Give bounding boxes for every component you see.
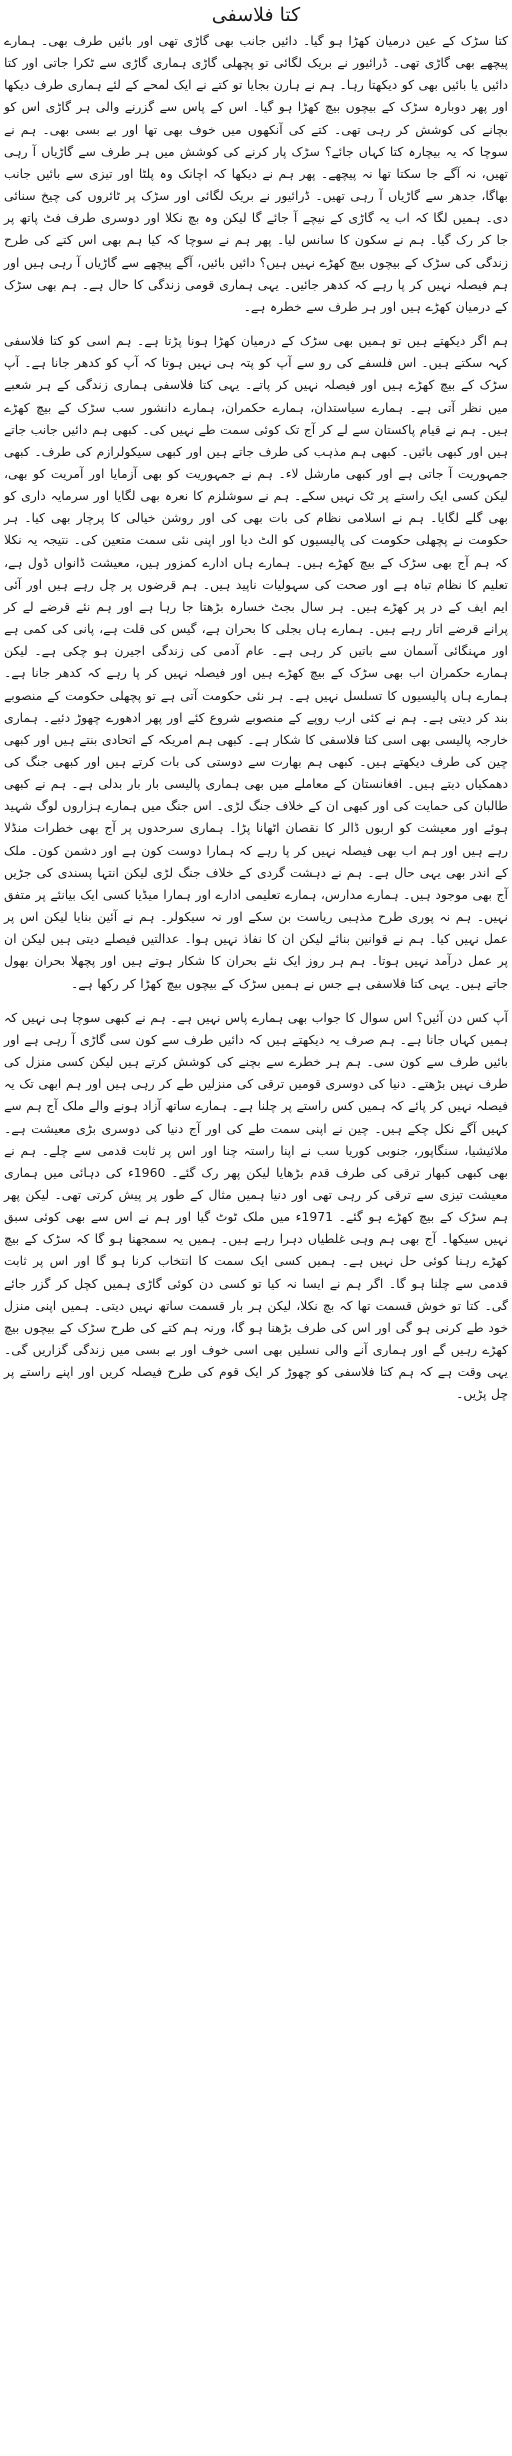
paragraph-2: ہم اگر دیکھتے ہیں تو ہمیں بھی سڑک کے درمیان کھڑا ہونا پڑتا ہے۔ ہم اسی کو کتا فلاسفی کہہ سکتے ہیں۔ اس فلسفے کی رو سے آپ کو پتہ ہی نہیں ہوتا کہ آپ کو کدھر جانا ہے۔ آپ سڑک کے بیچ کھڑے ہیں اور فیصلہ نہیں کر پاتے۔ یہی کتا فلاسفی ہماری زندگی کے ہر شعبے میں نظر آتی ہے۔ ہمارے سیاستدان، ہمارے حکمران، ہمارے دانشور سب سڑک کے بیچ کھڑے ہیں۔ ہم نے قیام پاکستان سے لے کر آج تک کوئی سمت طے نہیں کی۔ کبھی ہم دائیں جانب جاتے ہیں اور کبھی بائیں۔ کبھی ہم مذہب کی طرف جاتے ہیں اور کبھی سیکولرازم کی طرف۔ کبھی جمہوریت آ جاتی ہے اور کبھی مارشل لاء۔ ہم نے جمہوریت کو بھی آزمایا اور آمریت کو بھی، لیکن کسی ایک راستے پر ٹک نہیں سکے۔ ہم نے سوشلزم کا نعرہ بھی لگایا اور سرمایہ داری کو بھی گلے لگایا۔ ہم نے اسلامی نظام کی بات بھی کی اور روشن خیالی کا پرچار بھی کیا۔ ہر حکومت نے پچھلی حکومت کی پالیسیوں کو الٹ دیا اور اپنی نئی سمت متعین کی۔ نتیجہ یہ نکلا کہ ہم آج بھی سڑک کے بیچ کھڑے ہیں۔ ہمارے ہاں ادارے کمزور ہیں، معیشت ڈانواں ڈول ہے، تعلیم کا نظام تباہ ہے اور صحت کی سہولیات ناپید ہیں۔ ہم قرضوں پر چل رہے ہیں اور آئی ایم ایف کے در پر کھڑے ہیں۔ ہر سال بجٹ خسارہ بڑھتا جا رہا ہے اور ہم نئے قرضے لے کر پرانے قرضے اتار رہے ہیں۔ ہمارے ہاں بجلی کا بحران ہے، گیس کی قلت ہے، پانی کی کمی ہے اور مہنگائی آسمان سے باتیں کر رہی ہے۔ عام آدمی کی زندگی اجیرن ہو چکی ہے۔ لیکن ہمارے حکمران اب بھی سڑک کے بیچ کھڑے ہیں اور فیصلہ نہیں کر پا رہے کہ کدھر جانا ہے۔ ہمارے ہاں پالیسیوں کا تسلسل نہیں ہے۔ ہر نئی حکومت آتی ہے تو پچھلی حکومت کے منصوبے بند کر دیتی ہے۔ ہم نے کئی ارب روپے کے منصوبے شروع کئے اور پھر ادھورے چھوڑ دئیے۔ ہماری خارجہ پالیسی بھی اسی کتا فلاسفی کا شکار ہے۔ کبھی ہم امریکہ کے اتحادی بنتے ہیں اور کبھی چین کی طرف دیکھتے ہیں۔ کبھی ہم بھارت سے دوستی کی بات کرتے ہیں اور کبھی جنگ کی دھمکیاں دیتے ہیں۔ افغانستان کے معاملے میں بھی ہماری پالیسی بار بار بدلی ہے۔ ہم نے کبھی طالبان کی حمایت کی اور کبھی ان کے خلاف جنگ لڑی۔ اس جنگ میں ہمارے ہزاروں لوگ شہید ہوئے اور معیشت کو اربوں ڈالر کا نقصان اٹھانا پڑا۔ ہماری سرحدوں پر آج بھی خطرات منڈلا رہے ہیں اور ہم اب بھی فیصلہ نہیں کر پا رہے کہ ہمارا دوست کون ہے اور دشمن کون۔ ملک کے اندر بھی یہی حال ہے۔ ہم نے دہشت گردی کے خلاف جنگ لڑی لیکن انتہا پسندی کی جڑیں آج بھی موجود ہیں۔ ہمارے مدارس، ہمارے تعلیمی ادارے اور ہمارا میڈیا کسی ایک بیانئے پر متفق نہیں۔ ہم نہ پوری طرح مذہبی ریاست بن سکے اور نہ سیکولر۔ ہم نے آئین بنایا لیکن اس پر عمل نہیں کیا۔ ہم نے قوانین بنائے لیکن ان کا نفاذ نہیں ہوا۔ عدالتیں فیصلے دیتی ہیں لیکن ان پر عمل درآمد نہیں ہوتا۔ ہم ہر روز ایک نئے بحران کا شکار ہوتے ہیں اور پچھلا بحران بھول جاتے ہیں۔ یہی کتا فلاسفی ہے جس نے ہمیں سڑک کے بیچوں بیچ کھڑا کر رکھا ہے۔ (4, 333, 508, 991)
column-title: کتا فلاسفی (211, 4, 301, 26)
paragraph-3: آپ کس دن آئیں؟ اس سوال کا جواب بھی ہمارے پاس نہیں ہے۔ ہم نے کبھی سوچا ہی نہیں کہ ہمیں کہاں جانا ہے۔ ہم صرف یہ دیکھتے ہیں کہ دائیں طرف سے کون سی گاڑی آ رہی ہے اور بائیں طرف سے کون سی۔ ہم ہر خطرے سے بچنے کی کوشش کرتے ہیں لیکن کسی منزل کی طرف نہیں بڑھتے۔ دنیا کی دوسری قومیں ترقی کی منزلیں طے کر رہی ہیں اور ہم ابھی تک یہ فیصلہ نہیں کر پائے کہ ہمیں کس راستے پر چلنا ہے۔ ہمارے ساتھ آزاد ہونے والے ملک آج ہم سے کہیں آگے نکل چکے ہیں۔ چین نے اپنی سمت طے کی اور آج دنیا کی دوسری بڑی معیشت ہے۔ ملائیشیا، سنگاپور، جنوبی کوریا سب نے اپنا راستہ چنا اور اس پر ثابت قدمی سے چلے۔ ہم نے بھی کبھی کبھار ترقی کی طرف قدم بڑھایا لیکن پھر رک گئے۔ 1960ء کی دہائی میں ہماری معیشت تیزی سے ترقی کر رہی تھی اور دنیا ہمیں مثال کے طور پر پیش کرتی تھی۔ لیکن پھر ہم سڑک کے بیچ کھڑے ہو گئے۔ 1971ء میں ملک ٹوٹ گیا اور ہم نے اس سے بھی کوئی سبق نہیں سیکھا۔ آج بھی ہم وہی غلطیاں دہرا رہے ہیں۔ ہمیں یہ سمجھنا ہو گا کہ سڑک کے بیچ کھڑے رہنا کوئی حل نہیں ہے۔ ہمیں کسی ایک سمت کا انتخاب کرنا ہو گا اور اس پر ثابت قدمی سے چلنا ہو گا۔ اگر ہم نے ایسا نہ کیا تو کسی دن کوئی گاڑی ہمیں کچل کر گزر جائے گی۔ کتا تو خوش قسمت تھا کہ بچ نکلا، لیکن ہر بار قسمت ساتھ نہیں دیتی۔ ہمیں اپنی منزل خود طے کرنی ہو گی اور اس کی طرف بڑھنا ہو گا، ورنہ ہم کتے کی طرح سڑک کے بیچوں بیچ کھڑے رہیں گے اور ہماری آنے والی نسلیں بھی اسی خوف اور بے بسی میں زندگی گزاریں گی۔ یہی وقت ہے کہ ہم کتا فلاسفی کو چھوڑ کر ایک قوم کی طرح فیصلہ کریں اور اپنے راستے پر چل پڑیں۔ (4, 1009, 509, 1402)
column-body (4, 30, 508, 1406)
paragraph-1: کتا سڑک کے عین درمیان کھڑا ہو گیا۔ دائیں جانب بھی گاڑی تھی اور بائیں طرف بھی۔ ہمارے پیچھے بھی گاڑی تھی۔ ڈرائیور نے بریک لگائی تو پچھلی گاڑی ہماری گاڑی سے ٹکرا جاتی اور کتا دائیں یا بائیں بھی کو دیکھتا رہا۔ ہم نے ہارن بجایا تو کتے نے ایک لمحے کے لئے ہماری طرف دیکھا اور پھر دوبارہ سڑک کے بیچوں بیچ کھڑا ہو گیا۔ اس کے پاس سے گزرنے والی ہر گاڑی اس کو بچانے کی کوشش کر رہی تھی۔ کتے کی آنکھوں میں خوف بھی تھا اور بے بسی بھی۔ ہم نے سوچا کہ یہ بیچارہ کتا کہاں جائے؟ سڑک پار کرنے کی کوشش میں ہر طرف سے گاڑیاں آ رہی تھیں، نہ آگے جا سکتا تھا نہ پیچھے۔ پھر ہم نے دیکھا کہ اچانک وہ پلٹا اور تیزی سے بائیں جانب بھاگا، جدھر سے گاڑیاں آ رہی تھیں۔ ڈرائیور نے بریک لگائی اور سڑک پر ٹائروں کی چیخ سنائی دی۔ ہمیں لگا کہ اب یہ گاڑی کے نیچے آ جائے گا لیکن وہ بچ نکلا اور دوسری طرف فٹ پاتھ پر جا کر رک گیا۔ ہم نے سکون کا سانس لیا۔ پھر ہم نے سوچا کہ کیا ہم بھی اس کتے کی طرح زندگی کی سڑک کے بیچوں بیچ کھڑے نہیں ہیں؟ دائیں بائیں، آگے پیچھے سے گاڑیاں آ رہی ہیں اور ہم فیصلہ نہیں کر پا رہے کہ کدھر جائیں۔ یہی ہماری قومی زندگی کا حال ہے۔ ہم بھی سڑک کے درمیان کھڑے ہیں اور ہر طرف سے خطرہ ہے۔ (4, 33, 508, 314)
